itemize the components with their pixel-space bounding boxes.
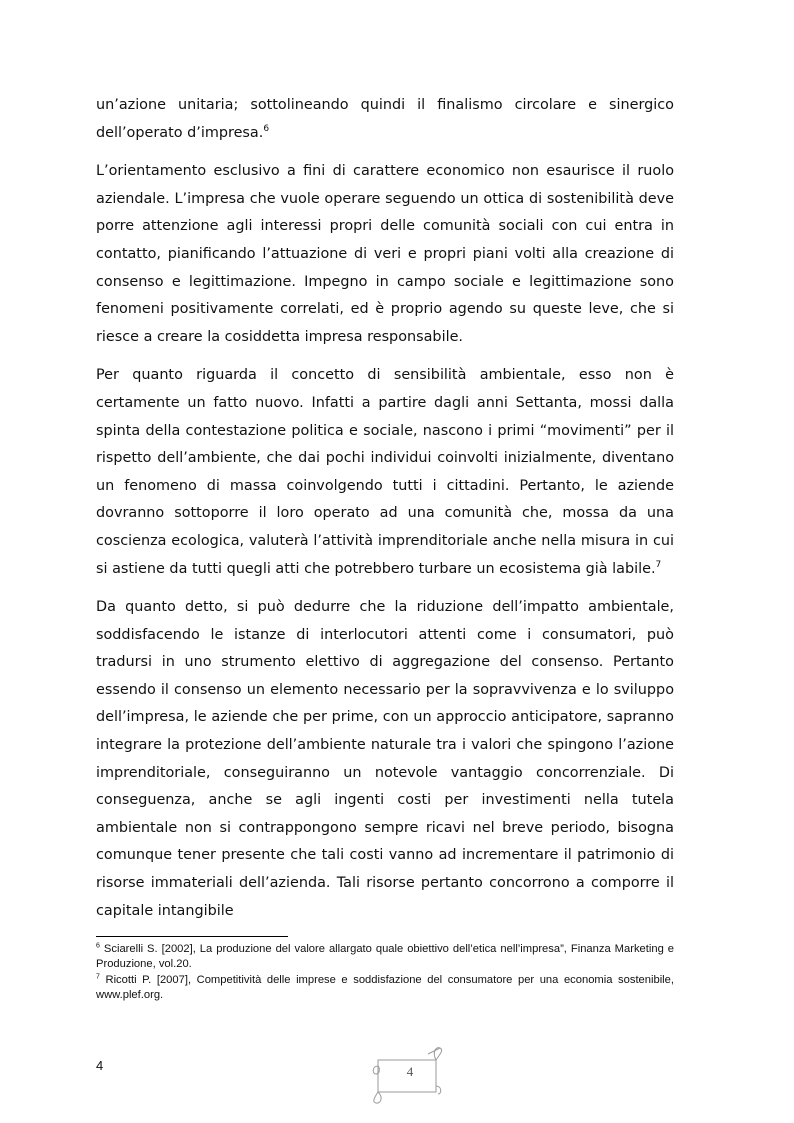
footnote-number: 6 [96, 942, 100, 950]
page-body [96, 92, 674, 936]
footnote-separator [96, 936, 288, 937]
paragraph: un’azione unitaria; sottolineando quindi il finalismo circolare e sinergico dell’operato d’impresa.$^6$ [96, 97, 674, 141]
page-number: 4 [96, 1058, 104, 1073]
footnote-number: 7 [96, 973, 100, 981]
footnote: $^7$ Ricotti P. [2007], Competitività delle imprese e soddisfazione del consumatore per una economia sostenibile, www.plef.org. [96, 973, 675, 1002]
footnote: $^6$ Sciarelli S. [2002], La produzione del valore allargato quale obiettivo dell’etica nell’impresa”, Finanza Marketing e Produzione, vol.20. [96, 942, 675, 971]
paragraph: L’orientamento esclusivo a fini di carattere economico non esaurisce il ruolo aziendale. L’impresa che vuole operare seguendo un ottica di sostenibilità deve porre attenzione agli interessi propri delle comunità sociali con cui entra in contatto, pianificando l’attuazione di veri e propri piani volti alla creazione di consenso e legittimazione. Impegno in campo sociale e legittimazione sono fenomeni positivamente correlati, ed è proprio agendo su queste leve, che si riesce a creare la cosiddetta impresa responsabile. [96, 163, 674, 345]
footnotes [96, 942, 674, 1004]
footnote-ref: 7 [655, 559, 662, 570]
paragraph: Per quanto riguarda il concetto di sensibilità ambientale, esso non è certamente un fatto nuovo. Infatti a partire dagli anni Settanta, mossi dalla spinta della contestazione politica e sociale, nascono i primi “movimenti” per il rispetto dell’ambiente, che dai pochi individui coinvolti inizialmente, diventano un fenomeno di massa coinvolgendo tutti i cittadini. Pertanto, le aziende dovranno sottoporre il loro operato ad una comunità che, mossa da una coscienza ecologica, valuterà l’attività imprenditoriale anche nella misura in cui si astiene da tutti quegli atti che potrebbero turbare un ecosistema già labile.$^7$ [96, 367, 674, 577]
page-number-scroll: 4 [406, 1064, 414, 1079]
paragraph: Da quanto detto, si può dedurre che la riduzione dell’impatto ambientale, soddisfacendo le istanze di interlocutori attenti come i consumatori, può tradursi in uno strumento elettivo di aggregazione del consenso. Pertanto essendo il consenso un elemento necessario per la sopravvivenza e lo sviluppo dell’impresa, le aziende che per prime, con un approccio anticipatore, sapranno integrare la protezione dell’ambiente naturale tra i valori che spingono l’azione imprenditoriale, conseguiranno un notevole vantaggio concorrenziale. Di conseguenza, anche se agli ingenti costi per investimenti nella tutela ambientale non si contrappongono sempre ricavi nel breve periodo, bisogna comunque tener presente che tali costi vanno ad incrementare il patrimonio di risorse immateriali dell’azienda. Tali risorse pertanto concorrono a comporre il capitale intangibile [96, 599, 674, 919]
footnote-ref: 6 [263, 123, 270, 134]
